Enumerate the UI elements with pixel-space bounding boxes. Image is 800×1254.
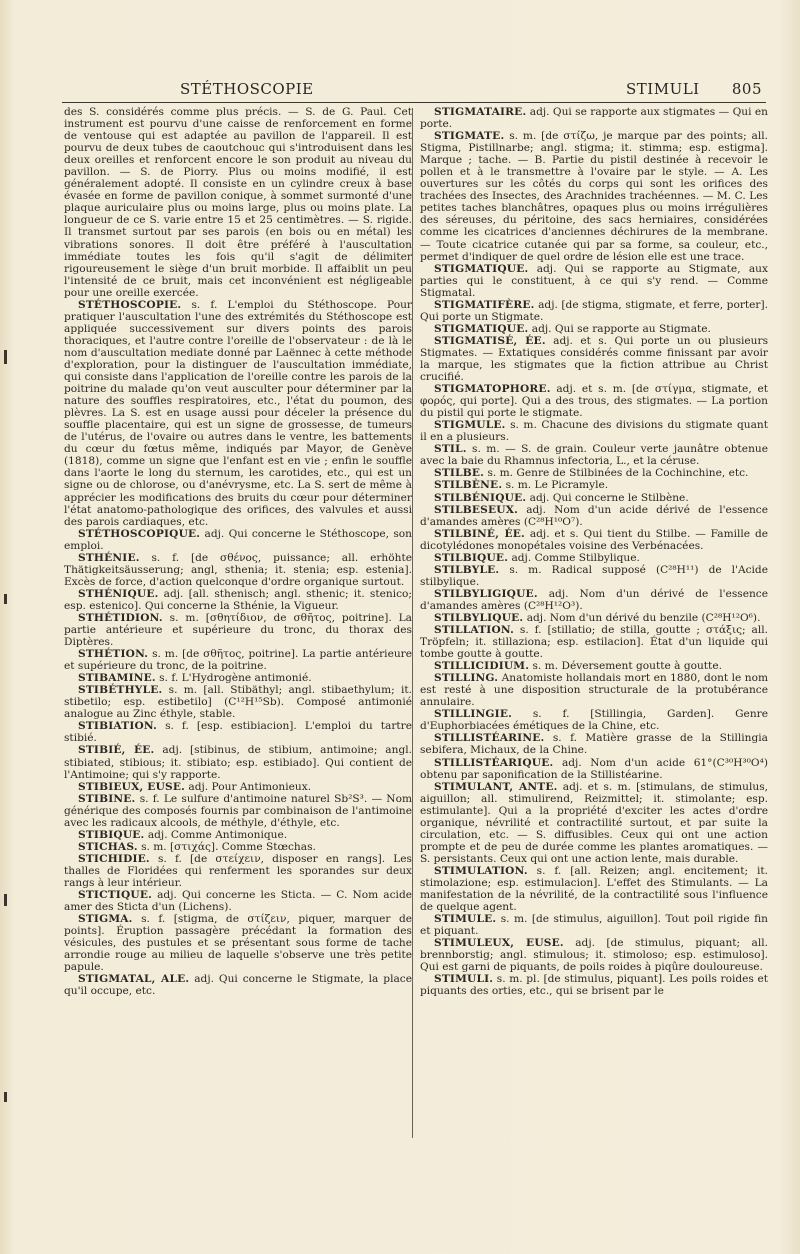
entry-definition: adj. Nom d'un dérivé de l'essence d'amandes amères (C²⁸H¹²O³). <box>420 587 768 612</box>
entry-definition: adj. Qui concerne le Stigmate, la place qu'il occupe, etc. <box>64 973 412 998</box>
entry-headword: STILBESEUX. <box>434 503 519 516</box>
dictionary-entry <box>64 889 412 913</box>
dictionary-entry <box>420 323 768 335</box>
entry-definition: s. m. — S. de grain. Couleur verte jaunâtre obtenue avec la baie du Rhamnus infectoria, L., et la céruse. <box>420 443 768 468</box>
binding-mark <box>4 894 7 906</box>
entry-definition: s. m. [στιχάς]. Comme Stœchas. <box>141 840 316 853</box>
entry-definition: adj. Qui se rapporte au Stigmate. <box>531 322 711 335</box>
dictionary-entry <box>64 853 412 889</box>
entry-definition: adj. Nom d'un acide 61°(C³⁰H³⁰O⁴) obtenu par saponification de la Stillistéarine. <box>420 756 768 781</box>
dictionary-entry <box>64 612 412 648</box>
dictionary-entry <box>420 130 768 263</box>
dictionary-entry <box>420 757 768 781</box>
dictionary-entry <box>64 672 412 684</box>
entry-headword: STILBÉNIQUE. <box>434 491 527 504</box>
dictionary-entry <box>64 552 412 588</box>
entry-definition: s. m. Genre de Stilbinées de la Cochinchine, etc. <box>487 467 749 480</box>
dictionary-entry <box>420 383 768 419</box>
entry-definition: adj. [de stimulus, piquant; all. brennborstig; angl. stimulous; it. stimoloso; esp. estimuloso]. Qui est garni de piquants, de poils roides à piqûre douloureuse. <box>420 937 768 974</box>
entry-headword: STIGMATIFÈRE. <box>434 298 535 311</box>
entry-definition: adj. [all. sthenisch; angl. sthenic; it. stenico; esp. estenico]. Qui concerne la Sthénie, la Vigueur. <box>64 587 412 612</box>
entry-definition: s. f. [de σθένος, puissance; all. erhöhte Thätigkeitsäusserung; angl, sthenia; it. stenia; esp. estenia]. Excès de force, d'action quelconque d'ordre organique surtout. <box>64 551 412 588</box>
binding-mark <box>4 594 7 604</box>
entry-headword: STILBIQUE. <box>434 551 509 564</box>
dictionary-entry <box>420 504 768 528</box>
dictionary-entry <box>420 865 768 913</box>
right-column <box>420 106 768 1196</box>
dictionary-entry <box>64 781 412 793</box>
entry-definition: adj. Qui concerne les Sticta. — C. Nom acide amer des Sticta d'un (Lichens). <box>64 889 412 914</box>
dictionary-entry <box>420 672 768 708</box>
entry-definition: s. f. [stillatio; de stilla, goutte ; στάξις; all. Tröpfeln; it. stillaziona; esp. estilacion]. État d'un liquide qui tombe goutte à goutte. <box>420 624 768 661</box>
header-right-title: STIMULI <box>626 80 700 98</box>
entry-definition: adj. et s. m. [stimulans, de stimulus, aiguillon; all. stimulirend, Reizmittel; it. stimolante; esp. estimulante]. Qui a la propriété d'exciter les actes d'ordre organique, névrilité et contractilité surtout, et par suite la circulation, etc. — S. diffusibles. Ceux qui ont une action prompte et de peu de durée comme les plantes aromatiques. — S. persistants. Ceux qui ont une action lente, mais durable. <box>420 780 768 865</box>
dictionary-entry <box>420 263 768 299</box>
entry-headword: STILLING. <box>434 672 499 685</box>
dictionary-entry <box>64 913 412 973</box>
entry-headword: STIGMATOPHORE. <box>434 383 551 396</box>
dictionary-entry <box>64 829 412 841</box>
entry-definition: adj. Qui se rapporte au Stigmate, aux parties qui le constituent, à ce qui s'y rend. — Comme Stigmatal. <box>420 262 768 299</box>
dictionary-entry <box>64 528 412 552</box>
dictionary-entry <box>64 793 412 829</box>
dictionary-entry <box>420 419 768 443</box>
dictionary-entry <box>64 299 412 528</box>
entry-headword: STIMULATION. <box>434 864 528 877</box>
binding-mark <box>4 1092 7 1102</box>
entry-headword: STILLISTÉARIQUE. <box>434 756 554 769</box>
entry-headword: STIGMATAL, ALE. <box>78 973 190 986</box>
entry-definition: adj. et s. Qui tient du Stilbe. — Famille de dicotylédones monopétales voisine des Verbénacées. <box>420 527 768 552</box>
entry-headword: STIBIATION. <box>78 720 157 733</box>
entry-headword: STILBINÉ, ÉE. <box>434 527 525 540</box>
entry-headword: STILLICIDIUM. <box>434 660 530 673</box>
entry-headword: STILBYLE. <box>434 563 500 576</box>
entry-definition: s. f. Matière grasse de la Stillingia sebifera, Michaux, de la Chine. <box>420 732 768 757</box>
entry-definition: adj. Comme Stilbylique. <box>511 551 640 564</box>
entry-headword: STIBIEUX, EUSE. <box>78 780 186 793</box>
dictionary-entry <box>64 744 412 780</box>
dictionary-entry <box>420 106 768 130</box>
page-number: 805 <box>731 80 762 98</box>
entry-headword: STIGMATE. <box>434 130 505 143</box>
entry-headword: STIBIQUE. <box>78 828 145 841</box>
entry-definition: s. f. [stigma, de στίζειν, piquer, marquer de points]. Éruption passagère précédant la formation des vésicules, des pustules et se présentant sous forme de tache arrondie rouge au milieu de laquelle s'observe une très petite papule. <box>64 913 412 974</box>
dictionary-entry <box>420 492 768 504</box>
entry-definition: s. f. [Stillingia, Garden]. Genre d'Euphorbiacées émétiques de la Chine, etc. <box>420 708 768 733</box>
entry-definition: adj. et s. Qui porte un ou plusieurs Stigmates. — Extatiques considérés comme finissant par avoir la marque, les stigmates que la fiction attribue au Christ crucifié. <box>420 334 768 384</box>
dictionary-entry <box>420 528 768 552</box>
dictionary-entry <box>64 648 412 672</box>
entry-definition: s. f. L'emploi du Stéthoscope. Pour pratiquer l'auscultation l'une des extrémités du Stéthoscope est appliquée successivement sur divers points des parois thoraciques, et l'autre contre l'oreille de l'observateur : de là le nom d'auscultation mediate donné par Laënnec à cette méthode d'exploration, pour la distinguer de l'auscultation immédiate, qui consiste dans l'application de l'oreille contre les parois de la poitrine du malade qu'on veut ausculter pour déterminer par la nature des souffles respiratoires, etc., l'état du poumon, des plèvres. La S. est en usage aussi pour déceler la présence du souffle placentaire, qui est un signe de grossesse, de tumeurs de l'utérus, de l'ovaire ou autres dans le ventre, les battements du cœur du fœtus même, indiqués par Mayor, de Genève (1818), comme un signe que l'enfant est en vie ; enfin le souffle dans l'aorte le long du sternum, les carotides, etc., qui est un signe ou de chlorose, ou d'anévrysme, etc. La S. sert de même à apprécier les modifications des bruits du cœur pour déterminer l'état anatomo-pathologique des orifices, des valvules et aussi des parois cardiaques, etc. <box>64 298 412 528</box>
entry-definition: s. m. Radical supposé (C²⁸H¹¹) de l'Acide stilbylique. <box>420 563 768 588</box>
entry-definition: adj. Qui se rapporte aux stigmates — Qui en porte. <box>420 106 768 131</box>
entry-headword: STHÉNIQUE. <box>78 587 159 600</box>
entry-definition: s. m. pl. [de stimulus, piquant]. Les poils roides et piquants des orties, etc., qui se brisent par le <box>420 973 768 998</box>
dictionary-entry <box>420 624 768 660</box>
entry-headword: STILLATION. <box>434 624 514 637</box>
dictionary-entry <box>420 588 768 612</box>
entry-headword: STICHAS. <box>78 840 138 853</box>
entry-headword: STICHIDIE. <box>78 852 150 865</box>
entry-headword: STHÉTIDION. <box>78 611 163 624</box>
entry-headword: STÉTHOSCOPIQUE. <box>78 527 201 540</box>
entry-headword: STIGMA. <box>78 913 133 926</box>
dictionary-entry <box>64 684 412 720</box>
dictionary-entry <box>420 937 768 973</box>
entry-definition: s. f. [de στείχειν, disposer en rangs]. Les thalles de Floridées qui renferment les sporandes sur deux rangs à leur intérieur. <box>64 852 412 889</box>
left-column <box>64 106 412 1196</box>
column-divider <box>412 108 413 1138</box>
entry-definition: s. f. L'Hydrogène antimonié. <box>159 672 312 685</box>
entry-headword: STIBINE. <box>78 792 136 805</box>
entry-headword: STIL. <box>434 443 467 456</box>
entry-definition: s. m. [all. Stibäthyl; angl. stibaethylum; it. stibetilo; esp. estibetilo] (C¹²H¹⁵Sb). Composé antimonié analogue au Zinc éthyle, stable. <box>64 684 412 721</box>
entry-headword: STILBYLIQUE. <box>434 611 524 624</box>
dictionary-entry <box>420 781 768 865</box>
entry-headword: STILBE. <box>434 467 485 480</box>
dictionary-entry <box>64 720 412 744</box>
entry-headword: STHÉTION. <box>78 648 149 661</box>
dictionary-entry <box>420 973 768 997</box>
entry-definition: adj. Nom d'un acide dérivé de l'essence d'amandes amères (C²⁸H¹⁰O⁷). <box>420 503 768 528</box>
entry-headword: STHÉNIE. <box>78 551 140 564</box>
entry-headword: STIMULEUX, EUSE. <box>434 937 564 950</box>
dictionary-entry <box>420 732 768 756</box>
entry-headword: STÉTHOSCOPIE. <box>78 298 182 311</box>
entry-definition: s. m. [de stimulus, aiguillon]. Tout poil rigide fin et piquant. <box>420 913 768 938</box>
dictionary-entry <box>420 708 768 732</box>
entry-headword: STICTIQUE. <box>78 889 152 902</box>
dictionary-entry <box>64 841 412 853</box>
entry-definition: s. f. Le sulfure d'antimoine naturel Sb²S³. — Nom générique des composés fournis par combinaison de l'antimoine avec les radicaux alcools, de méthyle, d'éthyle, etc. <box>64 792 412 829</box>
entry-headword: STILLISTÉARINE. <box>434 732 545 745</box>
entry-definition: s. m. Chacune des divisions du stigmate quant il en a plusieurs. <box>420 419 768 444</box>
entry-headword: STIBIÉ, ÉE. <box>78 744 155 757</box>
entry-headword: STIGMATIQUE. <box>434 262 529 275</box>
entry-headword: STIMULE. <box>434 913 497 926</box>
entry-definition: adj. Qui concerne le Stéthoscope, son emploi. <box>64 527 412 552</box>
entry-definition: s. m. [de στίζω, je marque par des points; all. Stigma, Pistillnarbe; angl. stigma; it. stimma; esp. estigma]. Marque ; tache. — B. Partie du pistil destinée à recevoir le pollen et à le transmettre à l'ovaire par le style. — A. Les ouvertures sur les côtés du corps qui sont les orifices des trachées des Insectes, des Arachnides trachéennes. — M. C. Les petites taches blanchâtres, opaques plus ou moins irrégulières des séreuses, du péritoine, des sacs herniaires, considérées comme les cicatrices d'anciennes déchirures de la membrane. — Toute cicatrice cutanée qui par sa forme, sa couleur, etc., permet d'indiquer de quel ordre de lésion elle est une trace. <box>420 130 768 263</box>
entry-definition: s. m. Déversement goutte à goutte. <box>532 660 722 673</box>
entry-definition: des S. considérés comme plus précis. — S. de G. Paul. Cet instrument est pourvu d'une caisse de renforcement en forme de ventouse qui est adaptée au pavillon de l'appareil. Il est pourvu de deux tubes de caoutchouc qui s'introduisent dans les deux oreilles et renforcent encore le son produit au niveau du pavillon. — S. de Piorry. Plus ou moins modifié, il est généralement adopté. Il consiste en un cylindre creux à base évasée en forme de pavillon conique, à sommet surmonté d'une plaque auriculaire plus ou moins large, plus ou moins plate. La longueur de ce S. varie entre 15 et 25 centimètres. — S. rigide. Il transmet surtout par ses parois (en bois ou en métal) les vibrations sonores. Il doit être préféré à l'auscultation immédiate toutes les fois qu'il s'agit de délimiter rigoureusement le siège d'un bruit morbide. Il affaiblit un peu l'intensité de ce bruit, mais cet inconvénient est négligeable pour une oreille exercée. <box>64 106 412 299</box>
entry-headword: STIBAMINE. <box>78 672 156 685</box>
entry-headword: STIGMATISÉ, ÉE. <box>434 334 546 347</box>
entry-definition: Anatomiste hollandais mort en 1880, dont le nom est resté à une disposition structurale de la protubérance annulaire. <box>420 672 768 709</box>
dictionary-entry <box>420 913 768 937</box>
entry-definition: s. m. Le Picramyle. <box>505 479 609 492</box>
entry-headword: STIMULI. <box>434 973 494 986</box>
entry-headword: STIMULANT, ANTE. <box>434 780 558 793</box>
entry-definition: adj. [de stigma, stigmate, et ferre, porter]. Qui porte un Stigmate. <box>420 298 768 323</box>
dictionary-entry <box>420 660 768 672</box>
dictionary-entry <box>64 973 412 997</box>
entry-headword: STIBÉTHYLE. <box>78 684 163 697</box>
entry-definition: adj. Comme Antimonique. <box>147 828 288 841</box>
running-header <box>62 76 766 103</box>
dictionary-entry <box>64 106 412 299</box>
entry-definition: adj. et s. m. [de στίγμα, stigmate, et φορός, qui porte]. Qui a des trous, des stigmates. — La portion du pistil qui porte le stigmate. <box>420 383 768 420</box>
dictionary-entry <box>420 467 768 479</box>
entry-definition: adj. Nom d'un dérivé du benzile (C²⁸H¹²O⁶). <box>526 611 761 624</box>
entry-definition: s. f. [all. Reizen; angl. encitement; it. stimolazione; esp. estimulacion]. L'effet des Stimulants. — La manifestation de la névrilité, de la contractilité sous l'influence de quelque agent. <box>420 864 768 914</box>
entry-headword: STILLINGIE. <box>434 708 512 721</box>
dictionary-entry <box>420 612 768 624</box>
entry-headword: STILBÈNE. <box>434 479 503 492</box>
dictionary-entry <box>64 588 412 612</box>
dictionary-entry <box>420 299 768 323</box>
dictionary-entry <box>420 479 768 491</box>
entry-definition: s. f. [esp. estibiacion]. L'emploi du tartre stibié. <box>64 720 412 745</box>
header-left-title: STÉTHOSCOPIE <box>180 80 314 98</box>
dictionary-entry <box>420 552 768 564</box>
entry-definition: adj. Pour Antimonieux. <box>188 780 312 793</box>
entry-definition: s. m. [de σθῆτος, poitrine]. La partie antérieure et supérieure du tronc, de la poitrine. <box>64 648 412 673</box>
entry-headword: STIGMULE. <box>434 419 506 432</box>
binding-mark <box>4 350 7 364</box>
dictionary-entry <box>420 335 768 383</box>
entry-headword: STIGMATAIRE. <box>434 106 527 118</box>
entry-headword: STILBYLIGIQUE. <box>434 587 538 600</box>
dictionary-entry <box>420 443 768 467</box>
dictionary-entry <box>420 564 768 588</box>
entry-definition: adj. Qui concerne le Stilbène. <box>529 491 689 504</box>
entry-definition: s. m. [σθητίδιον, de σθῆτος, poitrine]. La partie antérieure et supérieure du tronc, du thorax des Diptères. <box>64 611 412 649</box>
entry-definition: adj. [stibinus, de stibium, antimoine; angl. stibiated, stibious; it. stibiato; esp. estibiado]. Qui contient de l'Antimoine; qui s'y rapporte. <box>64 744 412 781</box>
entry-headword: STIGMATIQUE. <box>434 322 529 335</box>
